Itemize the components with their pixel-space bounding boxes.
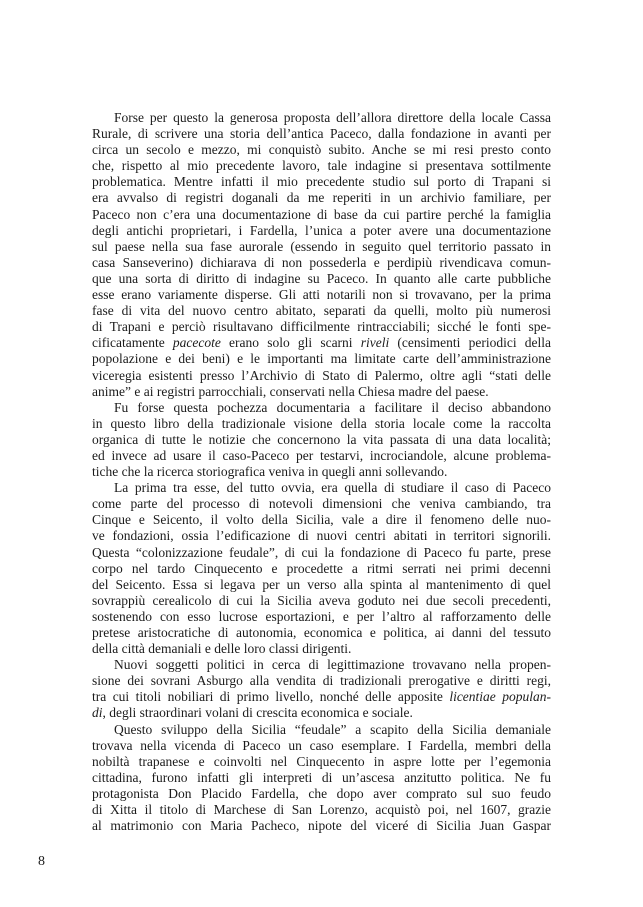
paragraph [92,722,551,835]
text-line: che, rispetto al mio precedente lavoro, tale indagine si presentava sottilmente [92,158,551,174]
italic-text: pacecote [172,335,221,351]
text-line: que una sorta di diritto di indagine su Paceco. In quanto alle carte pubbliche [92,270,551,286]
text-line: popolazione e dei beni) e le importanti ma limitate carte dell’amministrazione [92,351,551,367]
text-line [92,705,551,721]
text-line [92,689,551,705]
text-line: protagonista Don Placido Fardella, che dopo aver comprato sul suo feudo [92,785,551,801]
text-segment: tra cui titoli nobiliari di primo livello, nonché delle apposite [92,689,450,705]
text-line: al matrimonio con Maria Pacheco, nipote del viceré di Sicilia Juan Gaspar [92,818,551,834]
text-line: in questo libro della tradizionale visione della storia locale come la raccolta [92,415,551,431]
text-line: degli antichi proprietari, i Fardella, l’unica a poter avere una documentazione [92,222,551,238]
italic-text: riveli [360,335,390,351]
text-line: tiche che la ricerca storiografica veniva in quegli anni sollevando. [92,464,448,480]
text-line: come parte del processo di notevoli dimensioni che veniva cambiando, tra [92,496,551,512]
text-line: del Seicento. Essa si legava per un verso alla spinta al mantenimento di quel [92,576,551,592]
text-line: La prima tra esse, del tutto ovvia, era quella di studiare il caso di Paceco [114,480,551,496]
text-line: corpo nel tardo Cinquecento e procedette a ritmi serrati nei primi decenni [92,560,551,576]
text-line: esse erano variamente disperse. Gli atti notarili non si trovavano, per la prima [92,287,551,303]
text-line: Cinque e Seicento, il volto della Sicilia, vale a dire il fenomeno delle nuo- [92,512,551,528]
paragraph [92,110,551,400]
text-line: viceregia esistenti presso l’Archivio di Stato di Palermo, oltre agli “stati delle [92,367,551,383]
text-line: sovrappiù cerealicolo di cui la Sicilia aveva goduto nei due secoli precedenti, [92,592,551,608]
paragraph [92,480,551,657]
text-line: Questa “colonizzazione feudale”, di cui la fondazione di Paceco fu parte, prese [92,544,551,560]
italic-text: licentiae populan- [449,689,551,705]
text-line: ve fondazioni, ossia l’edificazione di nuovi centri abitati in territori signorili. [92,528,551,544]
text-segment: cificatamente [92,335,173,351]
text-line [92,335,551,351]
text-line: organica di tutte le notizie che concernono la vita passata di una data località; [92,431,551,447]
text-segment: , degli straordinari volani di crescita economica e sociale. [102,705,413,721]
italic-text: di [92,705,103,721]
text-segment: erano solo gli scarni [220,335,361,351]
body-text [92,110,551,834]
paragraph [92,657,551,721]
text-segment: (censimenti periodici della [389,335,551,351]
paragraph [92,400,551,480]
text-line: circa un secolo e mezzo, mi conquistò subito. Anche se mi resi presto conto [92,142,551,158]
text-line: Fu forse questa pochezza documentaria a facilitare il deciso abbandono [114,399,551,415]
text-line: anime” e ai registri parrocchiali, conservati nella Chiesa madre del paese. [92,383,489,399]
text-line: Questo sviluppo della Sicilia “feudale” a scapito della Sicilia demaniale [114,721,551,737]
text-line: pretese aristocratiche di autonomia, economica e politica, ai danni del tessuto [92,625,551,640]
text-line: Paceco non c’era una documentazione di base da cui partire perché la famiglia [92,206,551,222]
page-number: 8 [38,854,45,869]
text-line: di Trapani e perciò risultavano difficilmente rintracciabili; sicché le fonti spe- [92,319,551,335]
text-line: problematica. Mentre infatti il mio precedente studio sul porto di Trapani si [92,174,551,190]
text-line: nobiltà trapanese e coinvolti nel Cinquecento in aspre lotte per l’egemonia [92,753,551,769]
text-line: sostenendo con esso lucrose esportazioni, e per l’altro al rafforzamento delle [92,608,551,624]
text-line: sione dei sovrani Asburgo alla vendita di tradizionali prerogative e diritti regi, [92,673,551,689]
text-line: Nuovi soggetti politici in cerca di legittimazione trovavano nella propen- [114,657,551,673]
text-line: trovava nella vicenda di Paceco un caso esemplare. I Fardella, membri della [92,737,551,753]
text-line: Rurale, di scrivere una storia dell’antica Paceco, dalla fondazione in avanti per [92,126,551,142]
text-line: di Xitta il titolo di Marchese di San Lorenzo, acquistò poi, nel 1607, grazie [92,802,551,818]
text-line: era avvalso di registri doganali da me reperiti in un archivio familiare, per [92,190,551,206]
text-line: cittadina, furono infatti gli interpreti di un’ascesa anzitutto politica. Ne fu [92,769,551,785]
text-line: Forse per questo la generosa proposta dell’allora direttore della locale Cassa [114,110,551,125]
text-line: ed invece ad usare il caso-Paceco per testarvi, incrociandole, alcune problema- [92,447,551,463]
text-line: casa Sanseverino) dichiarava di non possederla e perdipiù rivendicava comun- [92,254,551,270]
text-line: della città demaniali e delle loro classi dirigenti. [92,641,352,657]
text-line: sul paese nella sua fase aurorale (essendo in seguito quel territorio passato in [92,238,551,254]
text-line: fase di vita del nuovo centro abitato, separati da quelli, molto più numerosi [92,303,551,319]
